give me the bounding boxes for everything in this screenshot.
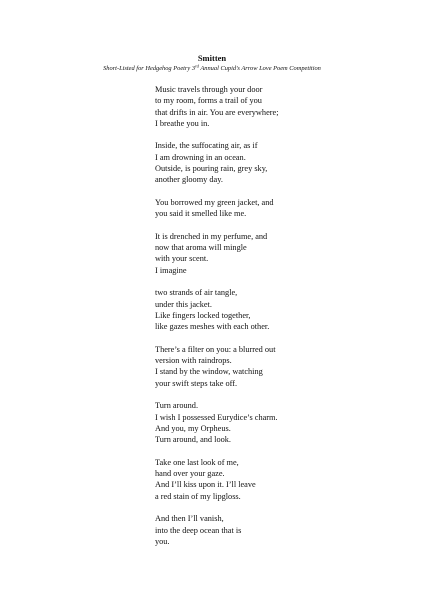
poem-line: Like fingers locked together, xyxy=(155,310,251,320)
poem-line: And I’ll kiss upon it. I’ll leave xyxy=(155,480,256,490)
poem-line: And then I’ll vanish, xyxy=(155,514,224,524)
poem-line: you. xyxy=(155,536,170,546)
poem-line: like gazes meshes with each other. xyxy=(155,322,270,332)
poem-line: And you, my Orpheus. xyxy=(155,423,231,433)
poem-line: I stand by the window, watching xyxy=(155,367,263,377)
poem-line: now that aroma will mingle xyxy=(155,243,247,253)
poem-line: hand over your gaze. xyxy=(155,469,225,479)
poem-line: Outside, is pouring rain, grey sky, xyxy=(155,164,268,174)
poem-line: another gloomy day. xyxy=(155,175,223,185)
poem-line: Music travels through your door xyxy=(155,85,263,94)
poem-line: There’s a filter on you: a blurred out xyxy=(155,344,276,354)
subtitle-text-after: Annual Cupid's Arrow Love Poem Competition xyxy=(198,65,321,72)
poem-stanza xyxy=(155,400,395,445)
poem-line: your swift steps take off. xyxy=(155,378,238,388)
poem-stanza xyxy=(155,287,395,332)
poem-subtitle xyxy=(0,64,424,73)
poem-stanza xyxy=(155,231,395,276)
poem-line: with your scent. xyxy=(155,254,209,264)
poem-line: you said it smelled like me. xyxy=(155,209,247,219)
poem-line: Turn around. xyxy=(155,401,199,411)
poem-line: Take one last look of me, xyxy=(155,457,239,467)
poem-stanza xyxy=(155,140,395,185)
poem-body xyxy=(155,84,395,558)
poem-stanza xyxy=(155,457,395,502)
poem-line: a red stain of my lipgloss. xyxy=(155,491,241,501)
poem-line: I wish I possessed Eurydice’s charm. xyxy=(155,412,278,422)
poem-line: version with raindrops. xyxy=(155,356,232,366)
poem-line: to my room, forms a trail of you xyxy=(155,96,262,106)
poem-title: Smitten xyxy=(197,53,227,63)
poem-line: into the deep ocean that is xyxy=(155,525,242,535)
poem-line: that drifts in air. You are everywhere; xyxy=(155,107,279,117)
poem-stanza xyxy=(155,344,395,389)
poem-line: I imagine xyxy=(155,265,187,275)
poem-line: It is drenched in my perfume, and xyxy=(155,231,268,241)
poem-line: I am drowning in an ocean. xyxy=(155,152,246,162)
poem-line: You borrowed my green jacket, and xyxy=(155,197,274,207)
poem-line: Inside, the suffocating air, as if xyxy=(155,141,258,151)
poem-stanza xyxy=(155,197,395,220)
poem-line: two strands of air tangle, xyxy=(155,288,238,298)
poem-line: Turn around, and look. xyxy=(155,435,231,445)
poem-line: I breathe you in. xyxy=(155,118,210,128)
poem-line: under this jacket. xyxy=(155,299,212,309)
poem-stanza xyxy=(155,84,395,129)
poem-stanza xyxy=(155,513,395,547)
subtitle-ordinal-suffix: rd xyxy=(195,63,199,69)
subtitle-text-before: Short-Listed for Hedgehog Poetry 3 xyxy=(103,65,196,72)
